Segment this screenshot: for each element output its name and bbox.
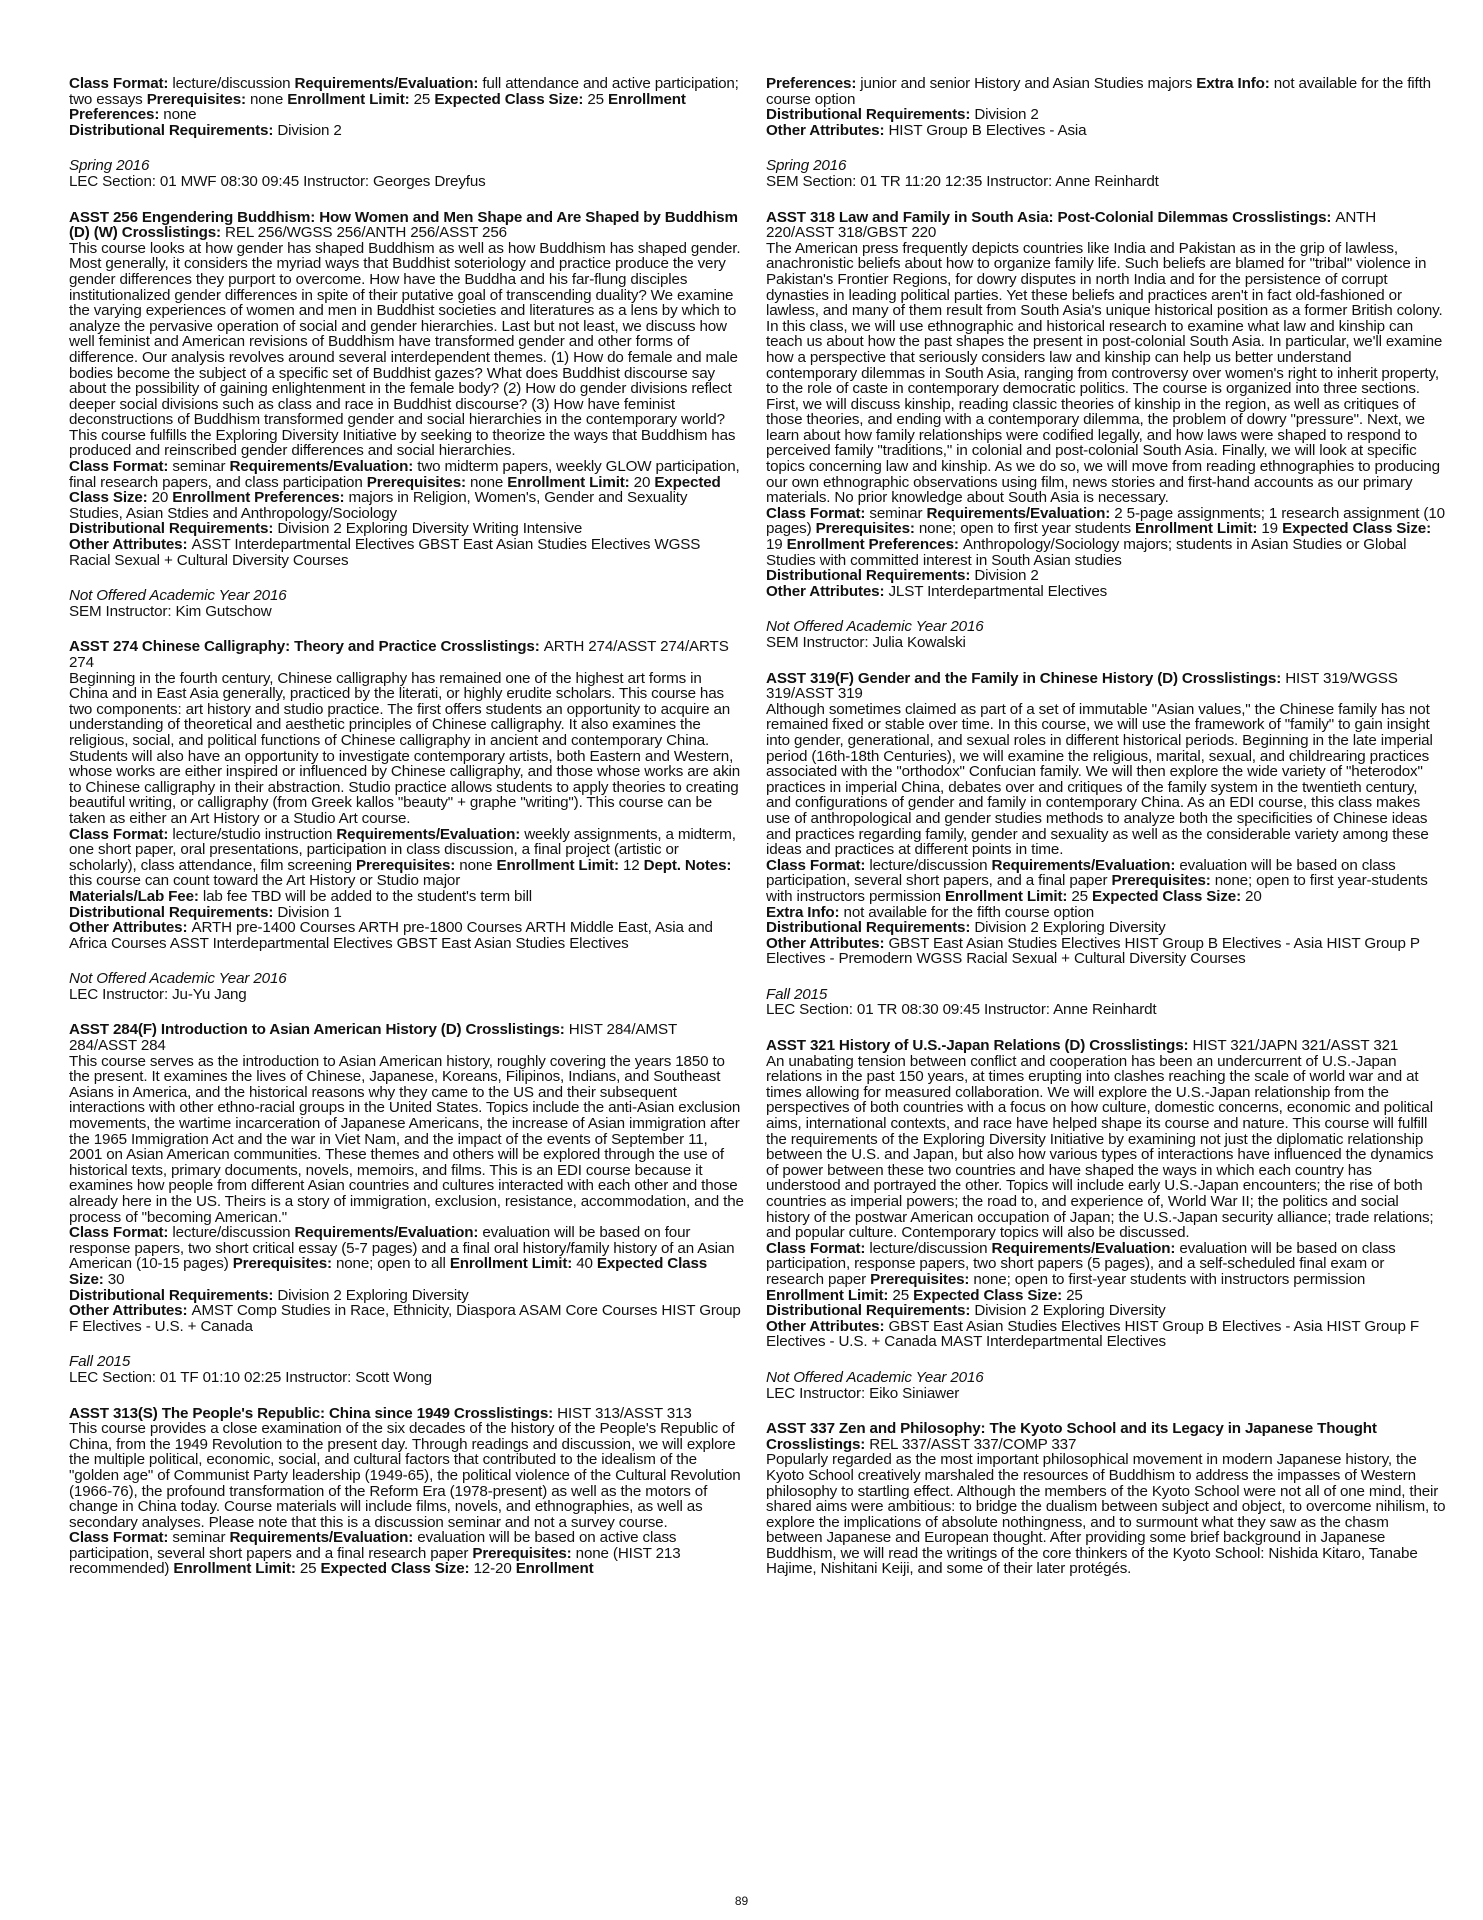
right-column [766, 76, 1446, 1577]
field-value: 12 [622, 856, 644, 874]
course-term: Not Offered Academic Year 2016 [69, 587, 287, 605]
left-column [69, 76, 744, 1577]
field-label: Prerequisites: [815, 520, 919, 538]
field-value: none; open to first year-students with instructors permission [766, 872, 1428, 905]
distribution-line [69, 905, 744, 921]
field-label: Requirements/Evaluation: [336, 825, 525, 843]
field-value: evaluation will be based on class participation, response papers, two short papers (5 pages), and a self-scheduled final exam or research paper [766, 1239, 1396, 1288]
field-value: 20 [1245, 887, 1262, 905]
field-value: lecture/discussion [869, 856, 992, 874]
field-label: Distributional Requirements: [69, 121, 278, 139]
course-format-line [69, 76, 744, 123]
field-value: none [163, 106, 197, 124]
field-value: 20 [633, 473, 655, 491]
field-label: Prerequisites: [232, 1255, 336, 1273]
field-value: 19 [766, 536, 787, 554]
field-value: none [469, 473, 508, 491]
field-value: 40 [576, 1255, 597, 1273]
course-format-line [69, 1225, 744, 1287]
field-label: Requirements/Evaluation: [294, 75, 483, 92]
distribution-line [766, 107, 1446, 123]
field-label: ASST 319(F) Gender and the Family in Chinese History (D) Crosslistings: [766, 669, 1286, 687]
field-label: Requirements/Evaluation: [229, 458, 418, 476]
field-value: Division 2 Exploring Diversity [974, 1302, 1166, 1320]
field-value: Division 2 [277, 121, 342, 139]
field-label: Prerequisites: [366, 473, 470, 491]
field-label: Other Attributes: [766, 582, 889, 600]
course-description: An unabating tension between conflict and cooperation has been an undercurrent of U.S.-Japan relations in the past 150 years, at times erupting into clashes reaching the scale of world war and at times allowing for measured collaboration. We will explore the U.S.-Japan relationship from the perspectives of both countries with a focus on how culture, domestic concerns, economic and political aims, international contexts, and race have helped shape its course and nature. This course will fulfill the requirements of the Exploring Diversity Initiative by examining not just the diplomatic relationship between the U.S. and Japan, but also how various types of interactions have influenced the dynamics of power between these two countries and have shaped the ways in which each country has understood and portrayed the other. Topics will include early U.S.-Japan encounters; the rise of both countries as imperial powers; the road to, and experience of, World War II; the politics and social history of the postwar American occupation of Japan; the U.S.-Japan security alliance; trade relations; and popular culture. Contemporary topics will also be discussed. [766, 1052, 1434, 1242]
field-label: Enrollment [515, 1560, 594, 1578]
course-description: This course serves as the introduction to Asian American history, roughly covering the years 1850 to the present. It examines the lives of Chinese, Japanese, Koreans, Filipinos, Indians, and Southeast Asians in America, and the historical reasons why they came to the US and their subsequent interactions with other ethno-racial groups in the United States. Topics include the anti-Asian exclusion movements, the wartime incarceration of Japanese Americans, the increase of Asian immigration after the 1965 Immigration Act and the war in Viet Nam, and the impact of the events of September 11, 2001 on Asian American communities. These themes and others will be explored through the use of historical texts, primary documents, novels, memoirs, and films. This is an EDI course because it examines how people from different Asian countries and cultures interacted with each other and those already here in the US. Theirs is a story of immigration, exclusion, resistance, accommodation, and the process of "becoming American." [69, 1052, 744, 1226]
course-description: Beginning in the fourth century, Chinese calligraphy has remained one of the highest art forms in China and in East Asia generally, practiced by the literati, or highly erudite scholars. This course has two components: art history and studio practice. The first offers students an opportunity to acquire an understanding of theoretical and aesthetic principles of Chinese calligraphy. It also examines the religious, social, and political functions of Chinese calligraphy in ancient and contemporary China. Students will also have an opportunity to investigate contemporary artists, both Eastern and Western, whose works are either inspired or influenced by Chinese calligraphy, and those whose works are akin to Chinese calligraphy in their abstraction. Studio practice allows students to apply theories to creating beautiful writing, or calligraphy (from Greek kallos "beauty" + graphe "writing"). This course can be taken as either an Art History or a Studio Art course. [69, 669, 741, 827]
field-label: Enrollment Preferences: [69, 90, 686, 124]
field-label: Enrollment Limit: [173, 1560, 300, 1578]
course-title [766, 210, 1446, 241]
field-label: Requirements/Evaluation: [926, 504, 1115, 522]
field-label: Expected Class Size: [913, 1286, 1067, 1304]
course-term: Not Offered Academic Year 2016 [69, 970, 287, 988]
course-title [69, 639, 744, 670]
field-label: Distributional Requirements: [69, 1286, 278, 1304]
course-title [69, 210, 744, 241]
field-value: evaluation will be based on active class participation, several short papers and a final research paper [69, 1529, 677, 1562]
extra-info-line [766, 905, 1446, 921]
field-label: Expected Class Size: [1092, 887, 1246, 905]
field-value: HIST 313/ASST 313 [557, 1404, 692, 1422]
field-label: Requirements/Evaluation: [991, 856, 1180, 874]
field-value: GBST East Asian Studies Electives HIST Group B Electives - Asia HIST Group P Electives - Premodern WGSS Racial Sexual + Cultural Diversity Courses [766, 934, 1420, 968]
field-label: ASST 256 Engendering Buddhism: How Women and Men Shape and Are Shaped by Buddhism (D) (W) Crosslistings: [69, 208, 738, 242]
course-section: LEC Section: 01 TF 01:10 02:25 Instructor: Scott Wong [69, 1368, 432, 1386]
other-attributes [766, 123, 1446, 139]
field-value: none [249, 90, 288, 108]
enrollment-preferences-line [766, 76, 1446, 107]
field-label: Other Attributes: [766, 121, 889, 139]
field-label: Dept. Notes: [643, 856, 732, 874]
course-section: SEM Section: 01 TR 11:20 12:35 Instructor: Anne Reinhardt [766, 172, 1159, 190]
field-label: Enrollment Limit: [287, 90, 414, 108]
course-format-line [69, 459, 744, 521]
page-number: 89 [734, 1894, 749, 1908]
course-format-line [69, 1530, 744, 1577]
field-label: Class Format: [766, 856, 870, 874]
course-term: Spring 2016 [766, 157, 847, 175]
field-value: ANTH 220/ASST 318/GBST 220 [766, 208, 1377, 242]
field-value: AMST Comp Studies in Race, Ethnicity, Diaspora ASAM Core Courses HIST Group F Electives - U.S. + Canada [69, 1302, 741, 1335]
field-label: Enrollment Limit: [507, 473, 634, 491]
field-label: Requirements/Evaluation: [991, 1239, 1180, 1257]
field-value: HIST 284/AMST 284/ASST 284 [69, 1021, 677, 1055]
field-value: HIST 321/JAPN 321/ASST 321 [1192, 1037, 1399, 1055]
field-value: REL 337/ASST 337/COMP 337 [869, 1435, 1077, 1453]
field-value: lecture/discussion [869, 1239, 992, 1257]
field-label: ASST 337 Zen and Philosophy: The Kyoto School and its Legacy in Japanese Thought Crosslistings: [766, 1420, 1377, 1453]
field-label: Distributional Requirements: [766, 106, 975, 124]
other-attributes [69, 1303, 744, 1334]
field-value: not available for the fifth course option [766, 75, 1431, 108]
field-label: Class Format: [766, 504, 870, 522]
field-label: Other Attributes: [69, 919, 192, 937]
field-value: Division 1 [277, 903, 342, 921]
field-label: ASST 284(F) Introduction to Asian American History (D) Crosslistings: [69, 1021, 569, 1039]
field-value: ARTH 274/ASST 274/ARTS 274 [69, 638, 729, 671]
field-value: seminar [172, 1529, 230, 1547]
field-label: Other Attributes: [69, 1302, 192, 1320]
field-value: 25 [892, 1286, 914, 1304]
course-section: LEC Instructor: Ju-Yu Jang [69, 985, 247, 1003]
course-term: Fall 2015 [766, 985, 828, 1003]
field-label: Requirements/Evaluation: [294, 1224, 483, 1242]
field-value: Division 2 Exploring Diversity [277, 1286, 469, 1304]
field-label: Distributional Requirements: [766, 567, 975, 585]
field-label: ASST 313(S) The People's Republic: China since 1949 Crosslistings: [69, 1404, 558, 1422]
course-title [766, 1038, 1446, 1054]
field-label: Other Attributes: [766, 1317, 889, 1335]
field-label: Materials/Lab Fee: [69, 887, 203, 905]
field-value: 25 [1066, 1286, 1083, 1304]
field-label: Other Attributes: [69, 536, 192, 554]
field-value: 20 [151, 489, 173, 507]
field-value: full attendance and active participation; two essays [69, 75, 739, 108]
field-label: Enrollment Limit: [449, 1255, 577, 1273]
distribution-line [69, 1288, 744, 1304]
field-value: junior and senior History and Asian Studies majors [860, 75, 1197, 92]
field-label: Distributional Requirements: [766, 1302, 975, 1320]
course-term: Spring 2016 [69, 157, 150, 175]
field-label: Prerequisites: [1111, 872, 1215, 890]
field-value: 25 [1071, 887, 1093, 905]
field-value: lecture/discussion [172, 75, 295, 92]
field-value: 12-20 [473, 1560, 516, 1578]
field-value: 19 [1261, 520, 1283, 538]
field-label: Class Format: [766, 1239, 870, 1257]
course-format-line [766, 1241, 1446, 1303]
field-label: Class Format: [69, 825, 173, 843]
field-label: Extra Info: [1196, 75, 1274, 92]
distribution-line [69, 521, 744, 537]
field-label: Class Format: [69, 1224, 173, 1242]
course-description: Popularly regarded as the most important philosophical movement in modern Japanese history, the Kyoto School creatively marshaled the resources of Buddhism to address the impasses of Western philosophy to startling effect. Although the members of the Kyoto School were not all of one mind, their shared aims were ambitious: to bridge the dualism between subject and object, to overcome nihilism, to explore the implications of absolute nothingness, and to surmount what they saw as the chasm between Japanese and European thought. After providing some brief background in Japanese Buddhism, we will read the writings of the core thinkers of the Kyoto School: Nishida Kitaro, Tanabe Hajime, Nishitani Keiji, and some of their later protégés. [766, 1451, 1446, 1578]
field-label: Enrollment Limit: [766, 1286, 893, 1304]
field-value: 25 [413, 90, 435, 108]
course-term: Not Offered Academic Year 2016 [766, 618, 984, 636]
field-value: Division 2 [974, 106, 1039, 124]
distribution-line [766, 568, 1446, 584]
field-value: Anthropology/Sociology majors; students in Asian Studies or Global Studies with committed interest in South Asian studies [766, 536, 1407, 569]
other-attributes [766, 936, 1446, 967]
field-label: ASST 321 History of U.S.-Japan Relations (D) Crosslistings: [766, 1037, 1193, 1055]
field-value: HIST Group B Electives - Asia [888, 121, 1087, 139]
field-value: Division 2 [974, 567, 1039, 585]
course-description: This course looks at how gender has shaped Buddhism as well as how Buddhism has shaped gender. Most generally, it considers the myriad ways that Buddhist soteriology and practice produce the very gender differences they purport to overcome. How have the Buddha and his far-flung disciples institutionalized gender differences in spite of their putative goal of transcending duality? We examine the varying experiences of women and men in Buddhist societies and literatures as a lens by which to analyze the pervasive operation of social and gender hierarchies. Last but not least, we discuss how well feminist and American revisions of Buddhism have transformed gender and other forms of difference. Our analysis revolves around several interdependent themes. (1) How do female and male bodies become the subject of a specific set of Buddhist gazes? What does Buddhist discourse say about the possibility of gaining enlightenment in the female body? (2) How do gender divisions reflect deeper social divisions such as class and race in Buddhist discourse? (3) How have feminist deconstructions of Buddhism transformed gender and social hierarchies in the contemporary world? This course fulfills the Exploring Diversity Initiative by seeking to theorize the ways that Buddhism has produced and reinscribed gender differences and social hierarchies. [69, 239, 741, 460]
course-section: LEC Instructor: Eiko Siniawer [766, 1384, 960, 1402]
course-description: The American press frequently depicts countries like India and Pakistan as in the grip of lawless, anachronistic beliefs about how to organize family life. Such beliefs are blamed for "tribal" violence in Pakistan's Frontier Regions, for dowry disputes in north India and for the persistence of corrupt dynasties in leading political parties. Yet these beliefs and practices aren't in fact old-fashioned or lawless, and many of them result from South Asia's unique historical position as a former British colony. In this class, we will use ethnographic and historical research to examine what law and kinship can teach us about how the past shapes the present in post-colonial South Asia. In particular, we'll examine how a perspective that seriously considers law and kinship can help us better understand contemporary dilemmas in South Asia, ranging from controversy over women's right to inherit property, to the role of caste in contemporary democratic politics. The course is organized into three sections. First, we will discuss kinship, reading classic theories of kinship in the region, as well as critiques of those theories, and ending with a contemporary dilemma, the problem of dowry "pressure". Next, we learn about how family relationships were codified legally, and how laws were shaped to respond to perceived family "traditions," in colonial and post-colonial South Asia. Finally, we will look at specific topics concerning law and kinship. As we do so, we will move from reading ethnographies to producing our own ethnographic observations using film, news stories and first-hand accounts as our primary materials. No prior knowledge about South Asia is necessary. [766, 239, 1443, 507]
field-value: seminar [869, 504, 927, 522]
field-label: Class Format: [69, 75, 173, 92]
other-attributes [69, 537, 744, 568]
field-value: seminar [172, 458, 230, 476]
field-value: none [459, 856, 497, 874]
field-label: Prerequisites: [146, 90, 250, 108]
field-label: Distributional Requirements: [69, 903, 278, 921]
field-value: 30 [107, 1270, 125, 1288]
field-value: lecture/discussion [172, 1224, 295, 1242]
field-label: Expected Class Size: [69, 473, 721, 507]
field-label: Distributional Requirements: [766, 919, 975, 937]
other-attributes [69, 920, 744, 951]
field-value: ARTH pre-1400 Courses ARTH pre-1800 Courses ARTH Middle East, Asia and Africa Courses ASST Interdepartmental Electives GBST East Asian Studies Electives [69, 919, 713, 952]
course-section: SEM Instructor: Julia Kowalski [766, 634, 966, 651]
course-section: LEC Section: 01 TR 08:30 09:45 Instructor: Anne Reinhardt [766, 1001, 1157, 1019]
course-term: Not Offered Academic Year 2016 [766, 1368, 984, 1386]
field-label: ASST 274 Chinese Calligraphy: Theory and Practice Crosslistings: [69, 638, 544, 656]
field-label: Extra Info: [766, 903, 844, 921]
field-label: Requirements/Evaluation: [229, 1529, 418, 1547]
field-value: none (HIST 213 recommended) [69, 1544, 681, 1578]
field-value: weekly assignments, a midterm, one short paper, oral presentations, participation in class discussion, a final project (artistic or scholarly), class attendance, film screening [69, 825, 736, 874]
field-value: Division 2 Exploring Diversity Writing Intensive [277, 520, 583, 538]
field-label: Prerequisites: [356, 856, 460, 874]
course-format-line [766, 858, 1446, 905]
field-value: ASST Interdepartmental Electives GBST East Asian Studies Electives WGSS Racial Sexual + Cultural Diversity Courses [69, 536, 701, 569]
course-description: This course provides a close examination of the six decades of the history of the People's Republic of China, from the 1949 Revolution to the present day. Through readings and discussion, we will explore the multiple political, economic, social, and cultural factors that contributed to the idealism of the "golden age" of Communist Party leadership (1949-65), the political violence of the Cultural Revolution (1966-76), the profound transformation of the Reform Era (1978-present) as well as the motors of change in China today. Course materials will include films, novels, and ethnographies, as well as secondary analyses. Please note that this is a discussion seminar and not a survey course. [69, 1420, 741, 1531]
field-value: this course can count toward the Art History or Studio major [69, 872, 461, 890]
field-value: majors in Religion, Women's, Gender and Sexuality Studies, Asian Stdies and Anthropology/Sociology [69, 489, 688, 522]
course-title [766, 1421, 1446, 1452]
field-label: Class Format: [69, 1529, 173, 1547]
field-value: Division 2 Exploring Diversity [974, 919, 1166, 937]
field-label: Other Attributes: [766, 934, 889, 952]
field-label: Enrollment Limit: [496, 856, 623, 874]
other-attributes [766, 584, 1446, 600]
field-label: Enrollment Limit: [944, 887, 1072, 905]
field-label: Preferences: [766, 75, 861, 92]
field-label: Expected Class Size: [434, 90, 588, 108]
field-label: Expected Class Size: [1282, 520, 1432, 538]
field-value: 25 [587, 90, 608, 108]
field-label: Prerequisites: [472, 1544, 576, 1562]
field-label: Expected Class Size: [320, 1560, 474, 1578]
field-value: lecture/studio instruction [172, 825, 337, 843]
field-value: 25 [299, 1560, 321, 1578]
distribution-line [766, 1303, 1446, 1319]
other-attributes [766, 1319, 1446, 1350]
distribution-line [766, 920, 1446, 936]
course-title [766, 671, 1446, 702]
field-value: none; open to first year students [918, 520, 1135, 538]
field-label: Prerequisites: [870, 1270, 974, 1288]
field-value: two midterm papers, weekly GLOW participation, final research papers, and class participation [69, 458, 740, 491]
field-value: GBST East Asian Studies Electives HIST Group B Electives - Asia HIST Group F Electives - U.S. + Canada MAST Interdepartmental Electives [766, 1317, 1419, 1351]
field-label: Distributional Requirements: [69, 520, 278, 538]
course-term: Fall 2015 [69, 1353, 131, 1371]
course-section: SEM Instructor: Kim Gutschow [69, 602, 272, 620]
field-label: ASST 318 Law and Family in South Asia: Post-Colonial Dilemmas Crosslistings: [766, 208, 1336, 226]
field-value: none; open to all [335, 1255, 450, 1273]
field-value: 2 5-page assignments; 1 research assignment (10 pages) [766, 504, 1445, 538]
field-label: Class Format: [69, 458, 173, 476]
course-title [69, 1022, 744, 1053]
field-label: Enrollment Limit: [1134, 520, 1262, 538]
course-description: Although sometimes claimed as part of a set of immutable "Asian values," the Chinese family has not remained fixed or stable over time. In this course, we will use the framework of "family" to gain insight into gender, generational, and sexual roles in different historical periods. Beginning in the late imperial period (16th-18th Centuries), we will examine the religious, marital, sexual, and childrearing practices associated with the "orthodox" Confucian family. We will then explore the wide variety of "heterodox" practices in imperial China, debates over and critiques of the family system in the twentieth century, and configurations of gender and family in contemporary China. As an EDI course, this class makes use of anthropological and gender studies methods to analyze both the specificities of Chinese ideas and practices regarding family, gender and sexuality as well as the considerable variety among these ideas and practices at different points in time. [766, 700, 1433, 859]
field-value: not available for the fifth course option [843, 903, 1095, 921]
field-label: Enrollment Preferences: [172, 489, 349, 507]
course-title [69, 1406, 744, 1422]
field-value: evaluation will be based on four response papers, two short critical essay (5-7 pages) and a final oral history/family history of an Asian American (10-15 pages) [69, 1224, 735, 1273]
field-label: Enrollment Preferences: [786, 536, 963, 554]
field-value: HIST 319/WGSS 319/ASST 319 [766, 669, 1398, 703]
field-value: lab fee TBD will be added to the student's term bill [202, 887, 533, 905]
course-format-line [766, 506, 1446, 568]
field-value: evaluation will be based on class participation, several short papers, and a final paper [766, 856, 1396, 890]
course-section: LEC Section: 01 MWF 08:30 09:45 Instructor: Georges Dreyfus [69, 172, 486, 190]
lab-fee-line [69, 889, 744, 905]
distribution-line [69, 123, 744, 139]
field-value: JLST Interdepartmental Electives [888, 582, 1108, 600]
course-format-line [69, 827, 744, 889]
field-label: Expected Class Size: [69, 1255, 708, 1288]
field-value: REL 256/WGSS 256/ANTH 256/ASST 256 [225, 224, 507, 242]
field-value: none; open to first-year students with instructors permission [973, 1270, 1366, 1288]
